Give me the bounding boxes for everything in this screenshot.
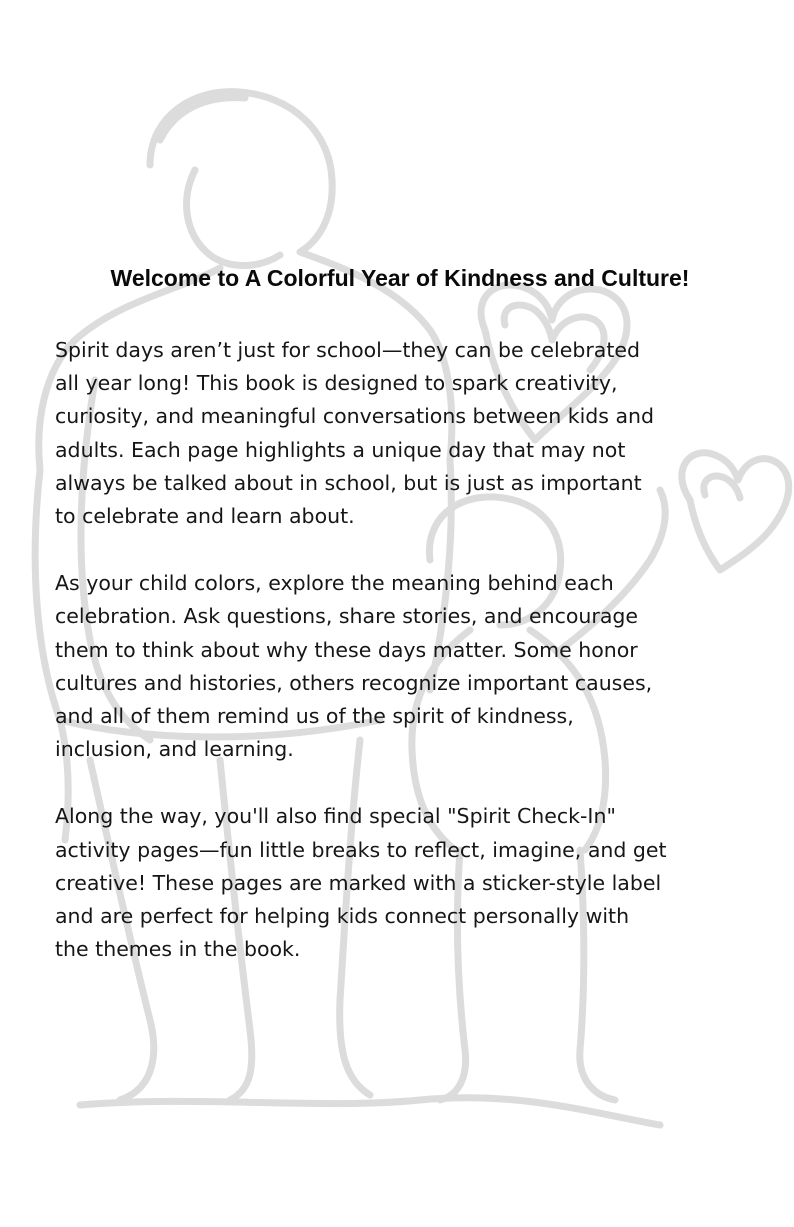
text-line: them to think about why these days matter. Some honor — [55, 637, 638, 662]
adult-hat-curve — [160, 98, 245, 140]
text-line: Spirit days aren’t just for school—they can be celebrated — [55, 338, 641, 362]
text-line: all year long! This book is designed to spark creativity, — [55, 371, 618, 396]
text-line: curiosity, and meaningful conversations between kids and — [55, 404, 655, 429]
text-line: celebration. Ask questions, share stories, and encourage — [55, 604, 639, 629]
intro-paragraph — [55, 334, 745, 533]
text-line: As your child colors, explore the meaning behind each — [55, 571, 614, 596]
adult-face-outline — [187, 170, 280, 266]
check-in-paragraph — [55, 800, 745, 966]
text-line: and all of them remind us of the spirit of kindness, — [55, 704, 574, 729]
text-line: Along the way, you'll also find special "Spirit Check-In" — [55, 804, 616, 829]
text-line: creative! These pages are marked with a sticker-style label — [55, 870, 662, 895]
document-body — [55, 258, 745, 1000]
text-line: cultures and histories, others recognize important causes, — [55, 670, 653, 695]
text-line: activity pages—fun little breaks to reflect, imagine, and get — [55, 837, 667, 862]
ground-line — [80, 1098, 660, 1125]
text-line: adults. Each page highlights a unique day that may not — [55, 437, 626, 462]
coloring-guidance-paragraph — [55, 567, 745, 766]
page-title: Welcome to A Colorful Year of Kindness and Culture! — [110, 265, 690, 291]
text-line: to celebrate and learn about. — [55, 504, 355, 529]
text-line: the themes in the book. — [55, 937, 301, 962]
text-line: and are perfect for helping kids connect personally with — [55, 904, 630, 929]
text-line: always be talked about in school, but is just as important — [55, 470, 642, 495]
text-line: inclusion, and learning. — [55, 737, 294, 762]
